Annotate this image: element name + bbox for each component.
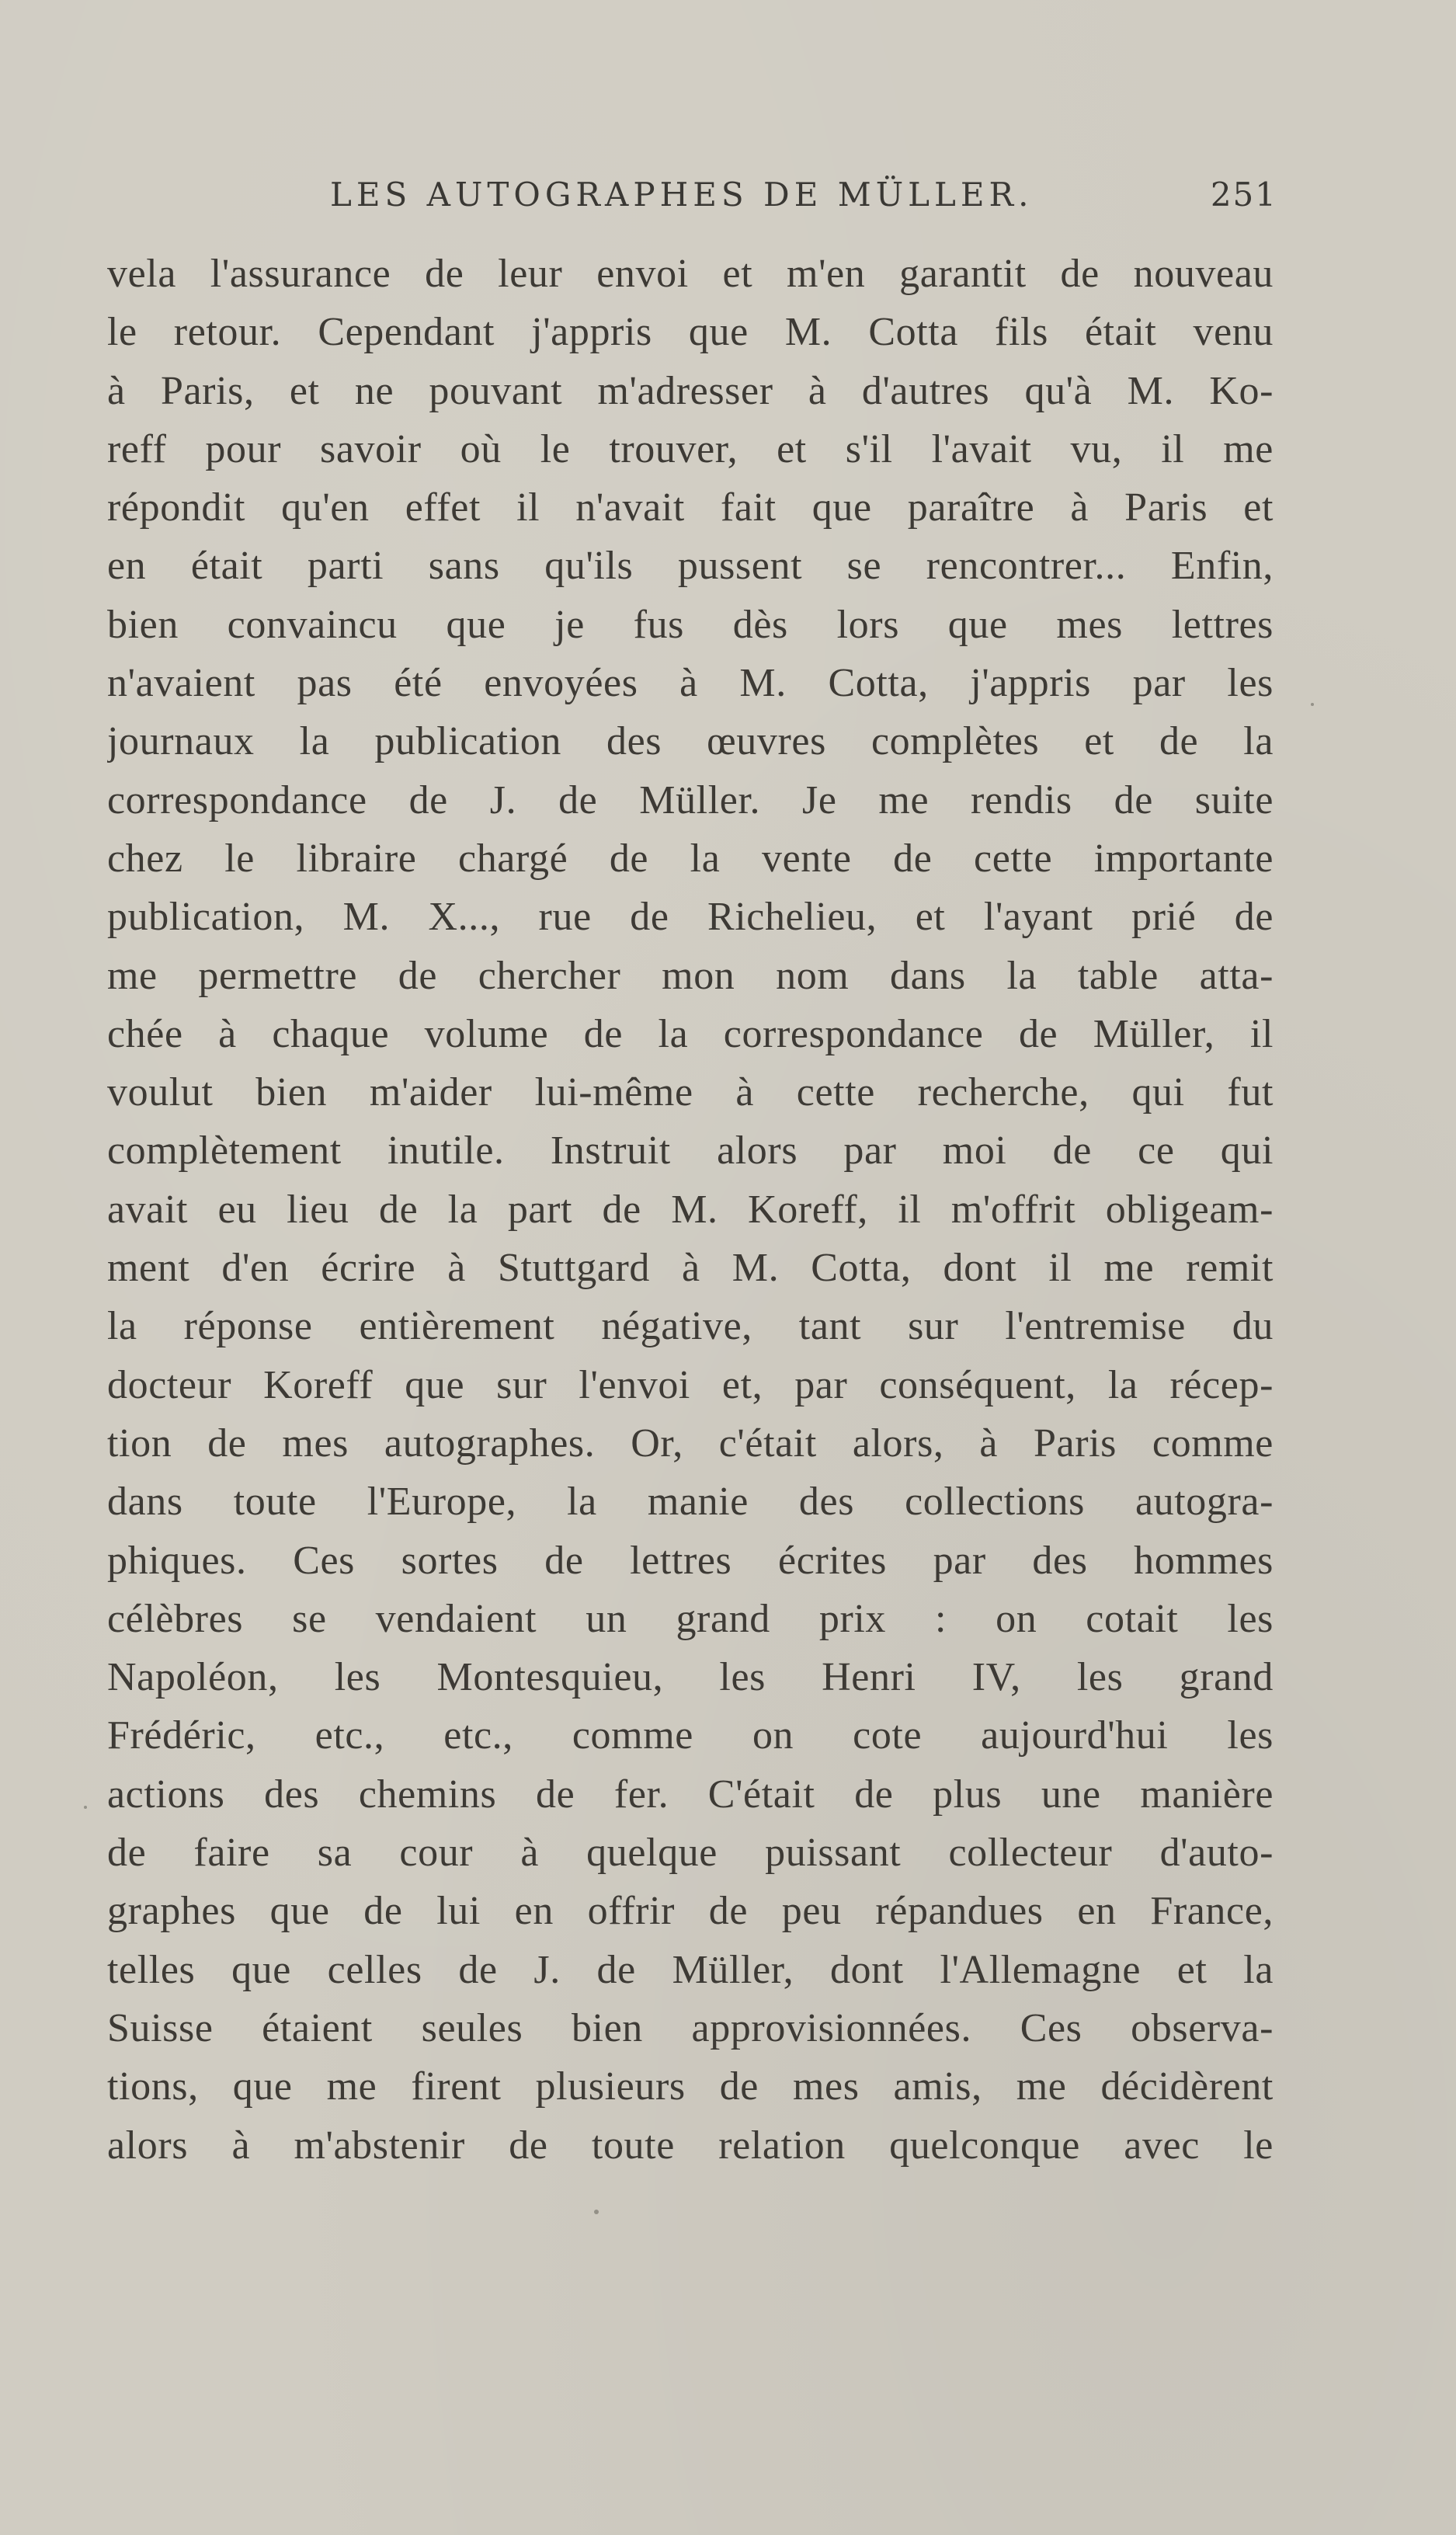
text-line: célèbres se vendaient un grand prix : on cotait les — [107, 1596, 1274, 1641]
text-line: n'avaient pas été envoyées à M. Cotta, j'appris par les — [107, 661, 1274, 706]
text-line: ment d'en écrire à Stuttgard à M. Cotta, dont il me remit — [107, 1246, 1274, 1291]
text-line: à Paris, et ne pouvant m'adresser à d'autres qu'à M. Ko- — [107, 368, 1274, 413]
text-line: avait eu lieu de la part de M. Koreff, il m'offrit obligeam- — [107, 1187, 1274, 1232]
text-line: de faire sa cour à quelque puissant collecteur d'auto- — [107, 1831, 1274, 1876]
text-line: me permettre de chercher mon nom dans la table atta- — [107, 953, 1274, 998]
text-line: voulut bien m'aider lui-même à cette recherche, qui fut — [107, 1070, 1274, 1115]
text-line: chez le libraire chargé de la vente de cette importante — [107, 836, 1274, 881]
text-line: Suisse étaient seules bien approvisionnées. Ces observa- — [107, 2005, 1274, 2050]
text-line: le retour. Cependant j'appris que M. Cotta fils était venu — [107, 310, 1274, 355]
paper-speck — [594, 2210, 599, 2214]
text-line: telles que celles de J. de Müller, dont l'Allemagne et la — [107, 1947, 1274, 1992]
text-line: en était parti sans qu'ils pussent se rencontrer... Enfin, — [107, 544, 1274, 589]
text-line: docteur Koreff que sur l'envoi et, par conséquent, la récep- — [107, 1362, 1274, 1407]
text-line: tion de mes autographes. Or, c'était alors, à Paris comme — [107, 1421, 1274, 1466]
text-line: la réponse entièrement négative, tant sur l'entremise du — [107, 1304, 1274, 1349]
text-line: bien convaincu que je fus dès lors que mes lettres — [107, 602, 1274, 647]
text-line: répondit qu'en effet il n'avait fait que paraître à Paris et — [107, 485, 1274, 530]
text-line: actions des chemins de fer. C'était de plus une manière — [107, 1772, 1274, 1817]
text-line: correspondance de J. de Müller. Je me rendis de suite — [107, 777, 1274, 822]
text-line: Frédéric, etc., etc., comme on cote aujourd'hui les — [107, 1713, 1274, 1758]
page-number: 251 — [1210, 176, 1277, 214]
text-line: vela l'assurance de leur envoi et m'en garantit de nouveau — [107, 252, 1274, 296]
running-title: LES AUTOGRAPHES DE MÜLLER. — [330, 176, 1034, 214]
paper-speck — [84, 1806, 87, 1809]
text-line: reff pour savoir où le trouver, et s'il l'avait vu, il me — [107, 426, 1274, 471]
text-line: chée à chaque volume de la correspondance de Müller, il — [107, 1011, 1274, 1056]
text-line: alors à m'abstenir de toute relation quelconque avec le — [107, 2123, 1274, 2168]
running-head — [109, 176, 1277, 230]
text-line: graphes que de lui en offrir de peu répandues en France, — [107, 1889, 1274, 1934]
paper-speck — [1311, 703, 1314, 706]
text-line: publication, M. X..., rue de Richelieu, et l'ayant prié de — [107, 895, 1274, 940]
text-line: dans toute l'Europe, la manie des collections autogra- — [107, 1480, 1274, 1525]
text-line: tions, que me firent plusieurs de mes amis, me décidèrent — [107, 2064, 1274, 2109]
text-line: phiques. Ces sortes de lettres écrites par des hommes — [107, 1538, 1274, 1583]
text-line: journaux la publication des œuvres complètes et de la — [107, 719, 1274, 764]
text-line: complètement inutile. Instruit alors par moi de ce qui — [107, 1128, 1274, 1174]
body-text — [107, 245, 1274, 2175]
text-line: Napoléon, les Montesquieu, les Henri IV, les grand — [107, 1655, 1274, 1700]
